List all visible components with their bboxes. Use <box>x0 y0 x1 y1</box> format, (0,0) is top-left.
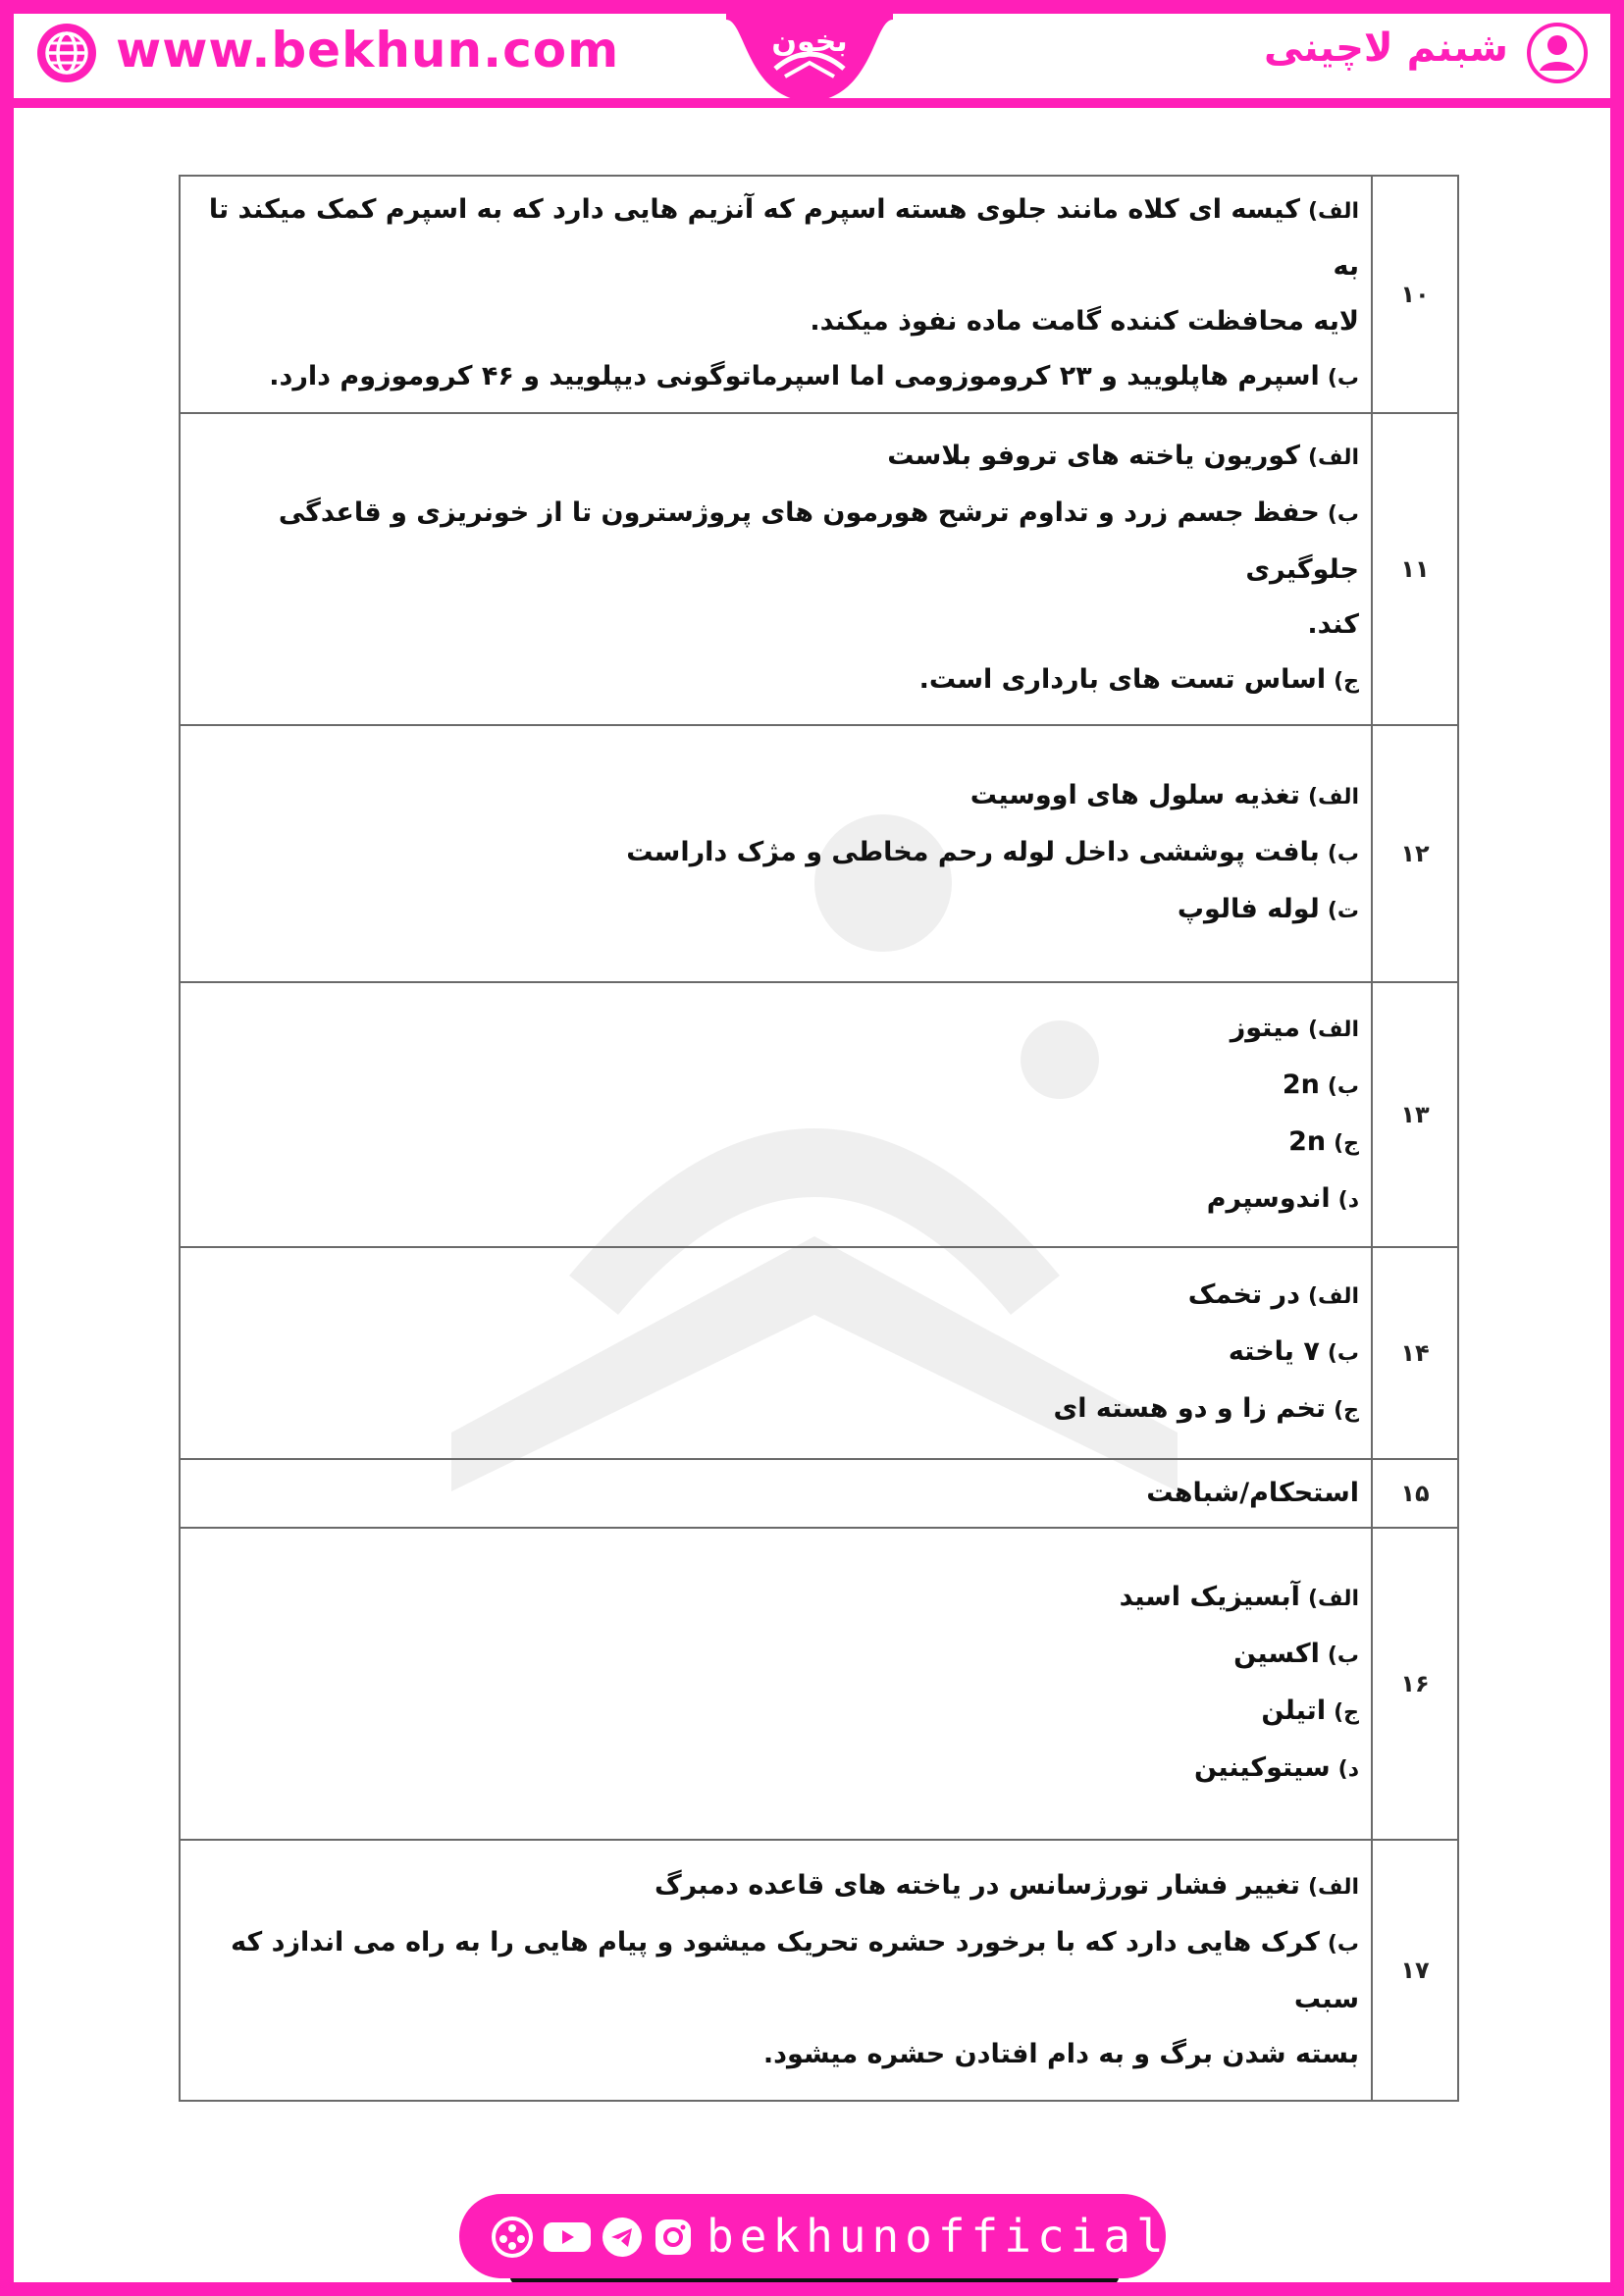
answer-line <box>204 1115 1359 1172</box>
answer-line <box>204 1058 1359 1115</box>
globe-icon[interactable] <box>35 22 98 84</box>
answer-part-marker: د) <box>1337 1757 1359 1782</box>
answer-part-marker: ج) <box>1334 669 1359 694</box>
answers-table <box>179 175 1459 2102</box>
answer-text: کرک هایی دارد که با برخورد حشره تحریک میشود و پیام هایی را به راه می اندازد که سبب <box>231 1927 1359 2014</box>
answer-text: در تخمک <box>1187 1279 1300 1310</box>
question-number: ۱۶ <box>1372 1528 1458 1840</box>
question-number: ۱۷ <box>1372 1840 1458 2101</box>
question-number: ۱۱ <box>1372 413 1458 725</box>
answer-part-marker: ب) <box>1327 366 1359 391</box>
answer-row <box>180 1459 1458 1528</box>
answer-part-marker: د) <box>1337 1188 1359 1213</box>
answer-content <box>180 176 1372 413</box>
user-icon <box>1526 22 1589 84</box>
question-number: ۱۵ <box>1372 1459 1458 1528</box>
brand-logo <box>726 0 893 106</box>
answer-part-marker: ب) <box>1327 502 1359 527</box>
answer-part-marker: ب) <box>1327 1341 1359 1366</box>
youtube-icon[interactable] <box>542 2216 593 2259</box>
answer-text: اتیلن <box>1261 1696 1327 1726</box>
answer-line <box>204 1915 1359 2027</box>
answer-line <box>204 1172 1359 1228</box>
answer-line <box>204 1466 1359 1521</box>
answer-text: تغییر فشار تورژسانس در یاخته های قاعده دمبرگ <box>654 1870 1300 1901</box>
answer-content <box>180 1247 1372 1459</box>
answer-part-marker: الف) <box>1307 1875 1359 1900</box>
question-number: ۱۰ <box>1372 176 1458 413</box>
answer-line <box>204 882 1359 939</box>
answer-part-marker: ج) <box>1334 1398 1359 1423</box>
answer-line <box>204 1268 1359 1325</box>
answer-line <box>204 294 1359 349</box>
answer-row <box>180 982 1458 1247</box>
question-number: ۱۳ <box>1372 982 1458 1247</box>
footer-handle[interactable]: bekhunofficial <box>707 2210 1170 2263</box>
answer-part-marker: الف) <box>1307 1284 1359 1309</box>
answer-text: 2n <box>1282 1070 1320 1100</box>
answer-part-marker: ج) <box>1334 1131 1359 1156</box>
answer-line <box>204 1627 1359 1684</box>
answer-text: لایه محافظت کننده گامت ماده نفوذ میکند. <box>810 306 1359 337</box>
answer-text: اساس تست های بارداری است. <box>918 664 1327 695</box>
answer-text: سیتوکینین <box>1194 1752 1331 1783</box>
answer-line <box>204 598 1359 652</box>
answer-part-marker: ب) <box>1327 1644 1359 1668</box>
answer-part-marker: ب) <box>1327 1074 1359 1099</box>
answer-line <box>204 1684 1359 1741</box>
answer-row <box>180 1247 1458 1459</box>
answer-text: استحکام/شباهت <box>1146 1478 1359 1508</box>
answer-part-marker: الف) <box>1307 1018 1359 1042</box>
question-number: ۱۴ <box>1372 1247 1458 1459</box>
answer-line <box>204 652 1359 709</box>
answer-text: کوریون یاخته های تروفو بلاست <box>887 441 1300 471</box>
answer-line <box>204 486 1359 598</box>
answer-text: کند. <box>1307 609 1359 640</box>
answer-line <box>204 429 1359 486</box>
answer-line <box>204 768 1359 825</box>
answer-text: اندوسپرم <box>1206 1183 1331 1214</box>
answer-part-marker: الف) <box>1307 445 1359 470</box>
answer-text: اسپرم هاپلویید و ۲۳ کروموزومی اما اسپرماتوگونی دیپلویید و ۴۶ کروموزوم دارد. <box>269 361 1320 391</box>
answer-part-marker: الف) <box>1307 785 1359 809</box>
answer-text: آبسیزیک اسید <box>1119 1582 1300 1612</box>
answer-content <box>180 725 1372 982</box>
answer-content <box>180 1840 1372 2101</box>
answer-line <box>204 349 1359 406</box>
answer-part-marker: ت) <box>1327 899 1359 923</box>
answer-line <box>204 1570 1359 1627</box>
answer-text: تخم زا و دو هسته ای <box>1053 1393 1327 1424</box>
answer-part-marker: الف) <box>1307 199 1359 224</box>
answer-line <box>204 183 1359 294</box>
answer-text: تغذیه سلول های اووسیت <box>969 780 1300 810</box>
answer-row <box>180 1840 1458 2101</box>
answer-text: بسته شدن برگ و به دام افتادن حشره میشود. <box>762 2039 1359 2069</box>
answer-row <box>180 413 1458 725</box>
answer-content <box>180 413 1372 725</box>
answer-part-marker: ج) <box>1334 1700 1359 1725</box>
answers-table-body <box>180 176 1458 2101</box>
answer-text: لوله فالوپ <box>1177 894 1320 924</box>
author-name: شبنم لاچینی <box>1263 26 1508 71</box>
answer-line <box>204 1741 1359 1798</box>
answer-line <box>204 1382 1359 1438</box>
question-number: ۱۲ <box>1372 725 1458 982</box>
answer-line <box>204 1001 1359 1058</box>
answer-part-marker: ب) <box>1327 1932 1359 1957</box>
answer-content <box>180 1528 1372 1840</box>
answer-text: اکسین <box>1233 1639 1320 1669</box>
answer-row <box>180 176 1458 413</box>
answer-text: 2n <box>1288 1126 1327 1157</box>
answer-row <box>180 725 1458 982</box>
aparat-icon[interactable] <box>491 2216 534 2259</box>
answer-line <box>204 1858 1359 1915</box>
answer-part-marker: ب) <box>1327 842 1359 866</box>
answer-line <box>204 825 1359 882</box>
answer-text: ۷ یاخته <box>1228 1336 1320 1367</box>
answer-line <box>204 2027 1359 2082</box>
site-url-link[interactable]: www.bekhun.com <box>116 22 620 78</box>
logo-text: بخون <box>771 25 848 59</box>
instagram-icon[interactable] <box>652 2216 695 2259</box>
telegram-icon[interactable] <box>601 2216 644 2259</box>
answer-text: میتوز <box>1230 1013 1300 1043</box>
answer-row <box>180 1528 1458 1840</box>
answer-line <box>204 1325 1359 1382</box>
answer-part-marker: الف) <box>1307 1587 1359 1611</box>
answer-text: حفظ جسم زرد و تداوم ترشح هورمون های پروژسترون تا از خونریزی و قاعدگی جلوگیری <box>278 497 1359 585</box>
answer-text: کیسه ای کلاه مانند جلوی هسته اسپرم که آنزیم هایی دارد که به اسپرم کمک میکند تا به <box>208 194 1359 282</box>
answer-content <box>180 982 1372 1247</box>
answer-text: بافت پوششی داخل لوله رحم مخاطی و مژک داراست <box>626 837 1320 867</box>
answer-content <box>180 1459 1372 1528</box>
